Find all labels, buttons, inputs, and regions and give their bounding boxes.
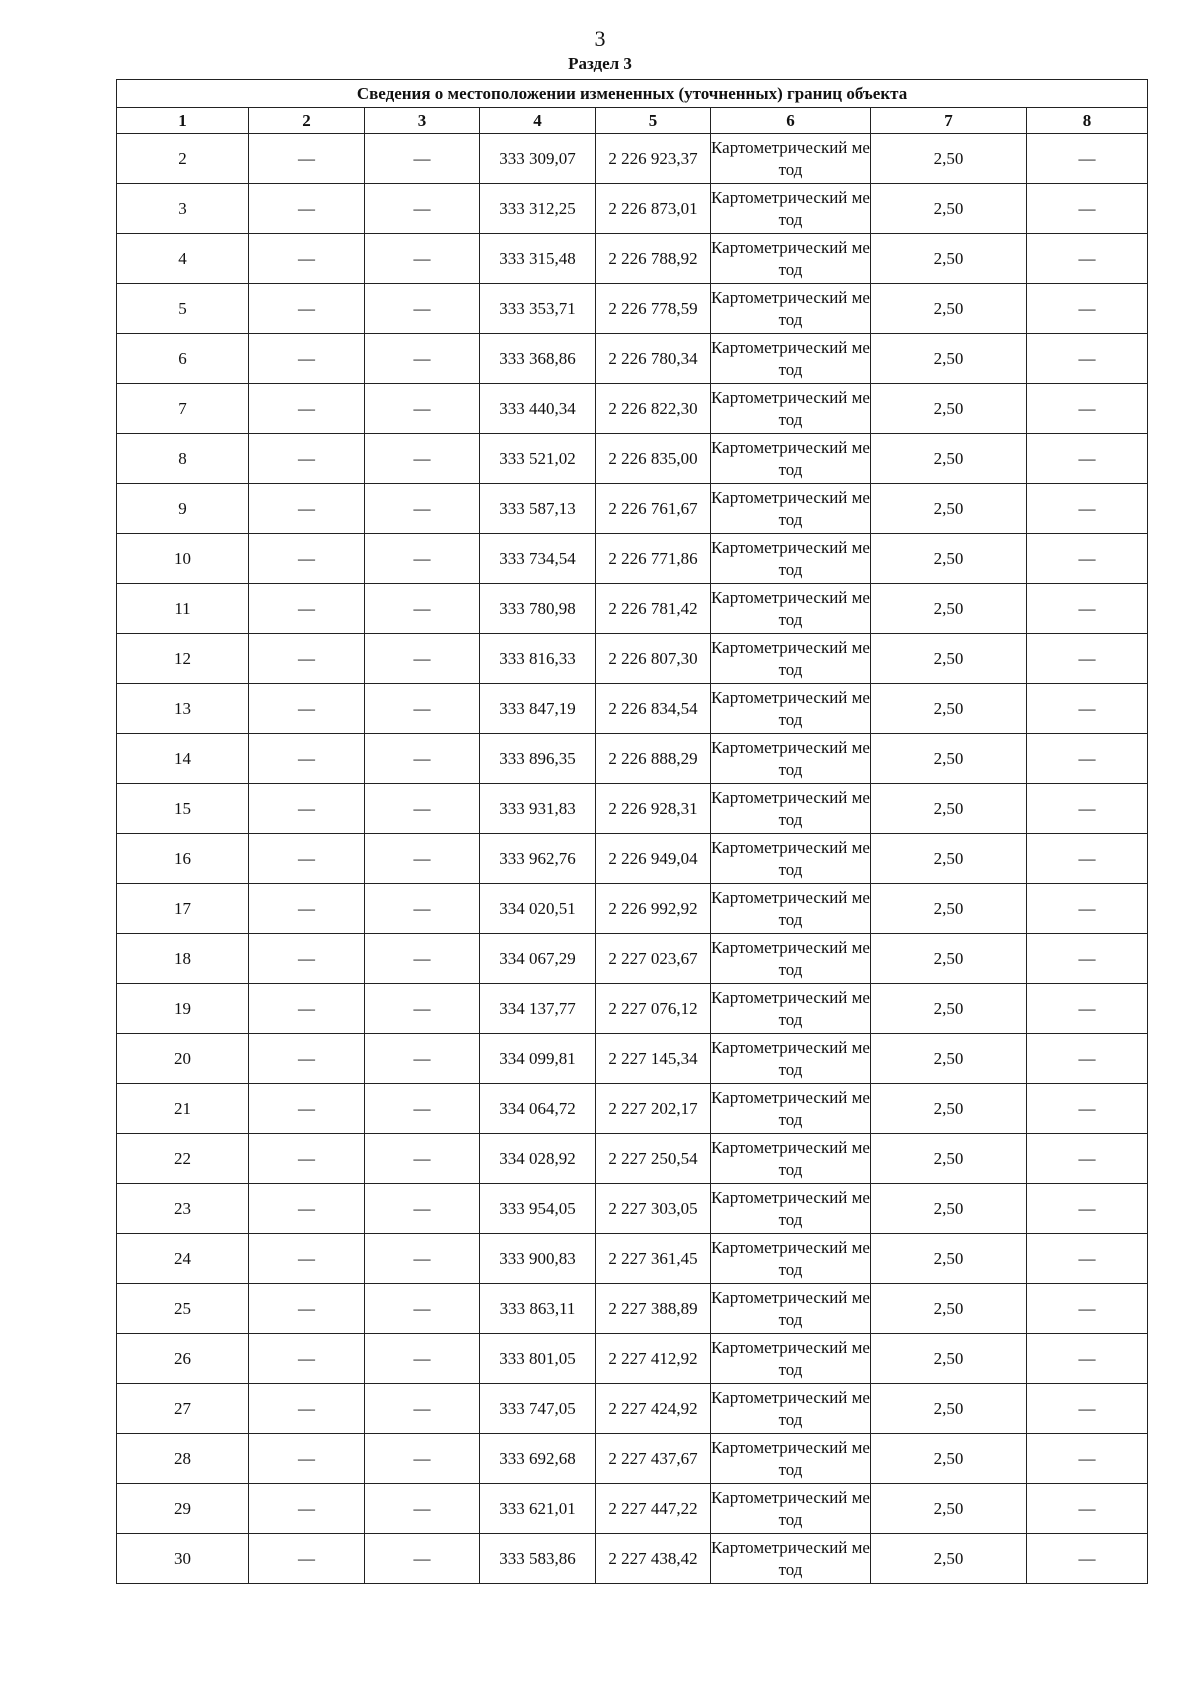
point-number-cell: 3 (117, 184, 249, 234)
point-number-cell: 18 (117, 934, 249, 984)
col3-cell: — (365, 1384, 480, 1434)
method-cell: Картометрический метод (711, 334, 871, 384)
method-cell: Картометрический метод (711, 184, 871, 234)
col3-cell: — (365, 284, 480, 334)
column-header: 5 (596, 108, 711, 134)
accuracy-cell: 2,50 (871, 784, 1027, 834)
y-coordinate-cell: 2 226 781,42 (596, 584, 711, 634)
method-cell: Картометрический метод (711, 1534, 871, 1584)
x-coordinate-cell: 333 780,98 (480, 584, 596, 634)
y-coordinate-cell: 2 226 873,01 (596, 184, 711, 234)
point-number-cell: 23 (117, 1184, 249, 1234)
method-cell: Картометрический метод (711, 284, 871, 334)
col2-cell: — (249, 234, 365, 284)
method-cell: Картометрический метод (711, 1484, 871, 1534)
point-number-cell: 26 (117, 1334, 249, 1384)
x-coordinate-cell: 333 692,68 (480, 1434, 596, 1484)
col3-cell: — (365, 1434, 480, 1484)
table-row (117, 1184, 1148, 1234)
col2-cell: — (249, 434, 365, 484)
col3-cell: — (365, 1284, 480, 1334)
y-coordinate-cell: 2 227 437,67 (596, 1434, 711, 1484)
method-cell: Картометрический метод (711, 534, 871, 584)
x-coordinate-cell: 333 747,05 (480, 1384, 596, 1434)
col3-cell: — (365, 384, 480, 434)
col8-cell: — (1027, 584, 1148, 634)
y-coordinate-cell: 2 227 424,92 (596, 1384, 711, 1434)
col8-cell: — (1027, 134, 1148, 184)
table-header-row (117, 108, 1148, 134)
col2-cell: — (249, 384, 365, 434)
y-coordinate-cell: 2 227 361,45 (596, 1234, 711, 1284)
x-coordinate-cell: 333 309,07 (480, 134, 596, 184)
y-coordinate-cell: 2 226 928,31 (596, 784, 711, 834)
y-coordinate-cell: 2 227 145,34 (596, 1034, 711, 1084)
method-cell: Картометрический метод (711, 834, 871, 884)
col8-cell: — (1027, 384, 1148, 434)
col3-cell: — (365, 184, 480, 234)
col8-cell: — (1027, 884, 1148, 934)
accuracy-cell: 2,50 (871, 834, 1027, 884)
point-number-cell: 16 (117, 834, 249, 884)
y-coordinate-cell: 2 227 076,12 (596, 984, 711, 1034)
column-header: 3 (365, 108, 480, 134)
col8-cell: — (1027, 834, 1148, 884)
col2-cell: — (249, 834, 365, 884)
y-coordinate-cell: 2 226 888,29 (596, 734, 711, 784)
column-header: 2 (249, 108, 365, 134)
col2-cell: — (249, 184, 365, 234)
col3-cell: — (365, 734, 480, 784)
x-coordinate-cell: 333 583,86 (480, 1534, 596, 1584)
x-coordinate-cell: 333 954,05 (480, 1184, 596, 1234)
table-row (117, 134, 1148, 184)
col8-cell: — (1027, 1084, 1148, 1134)
table-row (117, 1484, 1148, 1534)
method-cell: Картометрический метод (711, 134, 871, 184)
accuracy-cell: 2,50 (871, 1334, 1027, 1384)
y-coordinate-cell: 2 226 835,00 (596, 434, 711, 484)
table-row (117, 234, 1148, 284)
x-coordinate-cell: 333 931,83 (480, 784, 596, 834)
y-coordinate-cell: 2 227 023,67 (596, 934, 711, 984)
table-title-row (117, 80, 1148, 108)
table-row (117, 1134, 1148, 1184)
col8-cell: — (1027, 1034, 1148, 1084)
point-number-cell: 21 (117, 1084, 249, 1134)
table-row (117, 684, 1148, 734)
table-row (117, 1384, 1148, 1434)
method-cell: Картометрический метод (711, 1434, 871, 1484)
point-number-cell: 11 (117, 584, 249, 634)
accuracy-cell: 2,50 (871, 884, 1027, 934)
table-row (117, 434, 1148, 484)
y-coordinate-cell: 2 226 949,04 (596, 834, 711, 884)
col3-cell: — (365, 434, 480, 484)
col3-cell: — (365, 334, 480, 384)
column-header: 8 (1027, 108, 1148, 134)
y-coordinate-cell: 2 227 412,92 (596, 1334, 711, 1384)
point-number-cell: 9 (117, 484, 249, 534)
column-header: 4 (480, 108, 596, 134)
accuracy-cell: 2,50 (871, 534, 1027, 584)
table-row (117, 1084, 1148, 1134)
col8-cell: — (1027, 1284, 1148, 1334)
x-coordinate-cell: 333 440,34 (480, 384, 596, 434)
x-coordinate-cell: 333 368,86 (480, 334, 596, 384)
method-cell: Картометрический метод (711, 434, 871, 484)
y-coordinate-cell: 2 227 250,54 (596, 1134, 711, 1184)
accuracy-cell: 2,50 (871, 1484, 1027, 1534)
accuracy-cell: 2,50 (871, 1384, 1027, 1434)
x-coordinate-cell: 334 020,51 (480, 884, 596, 934)
col3-cell: — (365, 634, 480, 684)
x-coordinate-cell: 334 067,29 (480, 934, 596, 984)
table-title: Сведения о местоположении измененных (уточненных) границ объекта (117, 80, 1148, 108)
table-row (117, 1534, 1148, 1584)
boundary-coordinates-table (116, 79, 1148, 1584)
col3-cell: — (365, 834, 480, 884)
point-number-cell: 7 (117, 384, 249, 434)
page-number: 3 (594, 26, 606, 51)
method-cell: Картометрический метод (711, 734, 871, 784)
col8-cell: — (1027, 934, 1148, 984)
accuracy-cell: 2,50 (871, 734, 1027, 784)
col2-cell: — (249, 584, 365, 634)
col2-cell: — (249, 634, 365, 684)
table-row (117, 634, 1148, 684)
col3-cell: — (365, 534, 480, 584)
accuracy-cell: 2,50 (871, 1184, 1027, 1234)
x-coordinate-cell: 333 353,71 (480, 284, 596, 334)
accuracy-cell: 2,50 (871, 1234, 1027, 1284)
method-cell: Картометрический метод (711, 1134, 871, 1184)
col8-cell: — (1027, 534, 1148, 584)
table-row (117, 1284, 1148, 1334)
point-number-cell: 19 (117, 984, 249, 1034)
y-coordinate-cell: 2 226 822,30 (596, 384, 711, 434)
col2-cell: — (249, 1334, 365, 1384)
col8-cell: — (1027, 284, 1148, 334)
x-coordinate-cell: 333 312,25 (480, 184, 596, 234)
method-cell: Картометрический метод (711, 1284, 871, 1334)
col3-cell: — (365, 1234, 480, 1284)
x-coordinate-cell: 334 028,92 (480, 1134, 596, 1184)
accuracy-cell: 2,50 (871, 434, 1027, 484)
col2-cell: — (249, 1184, 365, 1234)
accuracy-cell: 2,50 (871, 184, 1027, 234)
col8-cell: — (1027, 1434, 1148, 1484)
col3-cell: — (365, 1134, 480, 1184)
x-coordinate-cell: 334 137,77 (480, 984, 596, 1034)
method-cell: Картометрический метод (711, 1084, 871, 1134)
method-cell: Картометрический метод (711, 584, 871, 634)
table-row (117, 384, 1148, 434)
col8-cell: — (1027, 1184, 1148, 1234)
col3-cell: — (365, 784, 480, 834)
accuracy-cell: 2,50 (871, 484, 1027, 534)
col2-cell: — (249, 734, 365, 784)
col8-cell: — (1027, 1484, 1148, 1534)
col3-cell: — (365, 684, 480, 734)
y-coordinate-cell: 2 226 771,86 (596, 534, 711, 584)
col8-cell: — (1027, 334, 1148, 384)
col2-cell: — (249, 1084, 365, 1134)
method-cell: Картометрический метод (711, 484, 871, 534)
table-row (117, 984, 1148, 1034)
col2-cell: — (249, 984, 365, 1034)
col2-cell: — (249, 1034, 365, 1084)
point-number-cell: 15 (117, 784, 249, 834)
point-number-cell: 24 (117, 1234, 249, 1284)
accuracy-cell: 2,50 (871, 684, 1027, 734)
col3-cell: — (365, 584, 480, 634)
y-coordinate-cell: 2 226 788,92 (596, 234, 711, 284)
method-cell: Картометрический метод (711, 884, 871, 934)
accuracy-cell: 2,50 (871, 234, 1027, 284)
x-coordinate-cell: 333 962,76 (480, 834, 596, 884)
x-coordinate-cell: 333 734,54 (480, 534, 596, 584)
accuracy-cell: 2,50 (871, 334, 1027, 384)
method-cell: Картометрический метод (711, 1384, 871, 1434)
column-header: 1 (117, 108, 249, 134)
x-coordinate-cell: 334 064,72 (480, 1084, 596, 1134)
x-coordinate-cell: 333 315,48 (480, 234, 596, 284)
column-header: 6 (711, 108, 871, 134)
point-number-cell: 27 (117, 1384, 249, 1434)
point-number-cell: 5 (117, 284, 249, 334)
accuracy-cell: 2,50 (871, 134, 1027, 184)
col2-cell: — (249, 1284, 365, 1334)
x-coordinate-cell: 334 099,81 (480, 1034, 596, 1084)
col8-cell: — (1027, 184, 1148, 234)
col3-cell: — (365, 1184, 480, 1234)
col8-cell: — (1027, 1234, 1148, 1284)
point-number-cell: 20 (117, 1034, 249, 1084)
col2-cell: — (249, 334, 365, 384)
col8-cell: — (1027, 684, 1148, 734)
column-header: 7 (871, 108, 1027, 134)
method-cell: Картометрический метод (711, 1034, 871, 1084)
table-row (117, 1434, 1148, 1484)
accuracy-cell: 2,50 (871, 1534, 1027, 1584)
x-coordinate-cell: 333 847,19 (480, 684, 596, 734)
col8-cell: — (1027, 784, 1148, 834)
method-cell: Картометрический метод (711, 984, 871, 1034)
x-coordinate-cell: 333 621,01 (480, 1484, 596, 1534)
col2-cell: — (249, 534, 365, 584)
col2-cell: — (249, 884, 365, 934)
table-body (117, 134, 1148, 1584)
col8-cell: — (1027, 1384, 1148, 1434)
table-row (117, 534, 1148, 584)
point-number-cell: 2 (117, 134, 249, 184)
method-cell: Картометрический метод (711, 934, 871, 984)
method-cell: Картометрический метод (711, 784, 871, 834)
y-coordinate-cell: 2 226 778,59 (596, 284, 711, 334)
y-coordinate-cell: 2 226 923,37 (596, 134, 711, 184)
x-coordinate-cell: 333 521,02 (480, 434, 596, 484)
table-row (117, 1334, 1148, 1384)
col3-cell: — (365, 1334, 480, 1384)
method-cell: Картометрический метод (711, 634, 871, 684)
col3-cell: — (365, 1484, 480, 1534)
col8-cell: — (1027, 984, 1148, 1034)
col2-cell: — (249, 284, 365, 334)
point-number-cell: 17 (117, 884, 249, 934)
point-number-cell: 12 (117, 634, 249, 684)
point-number-cell: 22 (117, 1134, 249, 1184)
point-number-cell: 4 (117, 234, 249, 284)
col2-cell: — (249, 1434, 365, 1484)
y-coordinate-cell: 2 227 438,42 (596, 1534, 711, 1584)
col8-cell: — (1027, 1534, 1148, 1584)
y-coordinate-cell: 2 226 807,30 (596, 634, 711, 684)
y-coordinate-cell: 2 227 447,22 (596, 1484, 711, 1534)
y-coordinate-cell: 2 226 761,67 (596, 484, 711, 534)
col2-cell: — (249, 1384, 365, 1434)
method-cell: Картометрический метод (711, 384, 871, 434)
col3-cell: — (365, 984, 480, 1034)
col3-cell: — (365, 1034, 480, 1084)
table-row (117, 834, 1148, 884)
x-coordinate-cell: 333 896,35 (480, 734, 596, 784)
col8-cell: — (1027, 1334, 1148, 1384)
x-coordinate-cell: 333 587,13 (480, 484, 596, 534)
col2-cell: — (249, 1534, 365, 1584)
accuracy-cell: 2,50 (871, 1084, 1027, 1134)
col3-cell: — (365, 484, 480, 534)
accuracy-cell: 2,50 (871, 984, 1027, 1034)
x-coordinate-cell: 333 900,83 (480, 1234, 596, 1284)
y-coordinate-cell: 2 226 992,92 (596, 884, 711, 934)
col2-cell: — (249, 1484, 365, 1534)
accuracy-cell: 2,50 (871, 934, 1027, 984)
table-row (117, 184, 1148, 234)
method-cell: Картометрический метод (711, 684, 871, 734)
point-number-cell: 25 (117, 1284, 249, 1334)
col2-cell: — (249, 784, 365, 834)
table-row (117, 284, 1148, 334)
accuracy-cell: 2,50 (871, 1134, 1027, 1184)
col3-cell: — (365, 1534, 480, 1584)
accuracy-cell: 2,50 (871, 384, 1027, 434)
point-number-cell: 10 (117, 534, 249, 584)
table-row (117, 584, 1148, 634)
col3-cell: — (365, 134, 480, 184)
accuracy-cell: 2,50 (871, 1284, 1027, 1334)
point-number-cell: 6 (117, 334, 249, 384)
table-row (117, 934, 1148, 984)
col2-cell: — (249, 684, 365, 734)
table-row (117, 734, 1148, 784)
y-coordinate-cell: 2 226 780,34 (596, 334, 711, 384)
col8-cell: — (1027, 634, 1148, 684)
col2-cell: — (249, 1234, 365, 1284)
method-cell: Картометрический метод (711, 234, 871, 284)
accuracy-cell: 2,50 (871, 634, 1027, 684)
accuracy-cell: 2,50 (871, 1434, 1027, 1484)
col3-cell: — (365, 1084, 480, 1134)
table-row (117, 1034, 1148, 1084)
x-coordinate-cell: 333 801,05 (480, 1334, 596, 1384)
table-row (117, 784, 1148, 834)
col2-cell: — (249, 134, 365, 184)
y-coordinate-cell: 2 227 388,89 (596, 1284, 711, 1334)
method-cell: Картометрический метод (711, 1334, 871, 1384)
accuracy-cell: 2,50 (871, 284, 1027, 334)
point-number-cell: 14 (117, 734, 249, 784)
point-number-cell: 29 (117, 1484, 249, 1534)
col3-cell: — (365, 234, 480, 284)
col8-cell: — (1027, 734, 1148, 784)
point-number-cell: 13 (117, 684, 249, 734)
accuracy-cell: 2,50 (871, 584, 1027, 634)
point-number-cell: 8 (117, 434, 249, 484)
table-row (117, 884, 1148, 934)
table-row (117, 484, 1148, 534)
col2-cell: — (249, 1134, 365, 1184)
point-number-cell: 30 (117, 1534, 249, 1584)
y-coordinate-cell: 2 226 834,54 (596, 684, 711, 734)
col8-cell: — (1027, 484, 1148, 534)
accuracy-cell: 2,50 (871, 1034, 1027, 1084)
section-title: Раздел 3 (568, 54, 632, 73)
point-number-cell: 28 (117, 1434, 249, 1484)
y-coordinate-cell: 2 227 202,17 (596, 1084, 711, 1134)
table-row (117, 1234, 1148, 1284)
x-coordinate-cell: 333 863,11 (480, 1284, 596, 1334)
col8-cell: — (1027, 234, 1148, 284)
col8-cell: — (1027, 434, 1148, 484)
col2-cell: — (249, 484, 365, 534)
col3-cell: — (365, 884, 480, 934)
col8-cell: — (1027, 1134, 1148, 1184)
col3-cell: — (365, 934, 480, 984)
method-cell: Картометрический метод (711, 1184, 871, 1234)
table-row (117, 334, 1148, 384)
col2-cell: — (249, 934, 365, 984)
x-coordinate-cell: 333 816,33 (480, 634, 596, 684)
method-cell: Картометрический метод (711, 1234, 871, 1284)
y-coordinate-cell: 2 227 303,05 (596, 1184, 711, 1234)
